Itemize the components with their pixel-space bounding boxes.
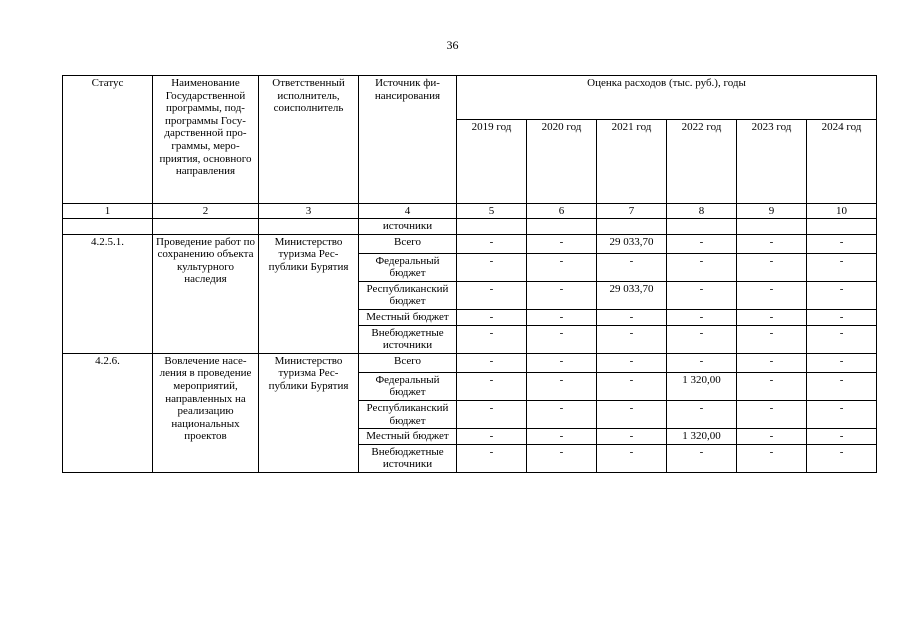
expense-value: 1 320,00 (667, 372, 737, 400)
expense-value: - (597, 372, 667, 400)
header-year: 2024 год (807, 120, 877, 204)
funding-source: Федеральный бюджет (359, 372, 457, 400)
header-program-name: Наименование Государственной программы, подпрограммы Государственной программы, мероприятия, основного направления (153, 76, 259, 204)
expense-value: - (457, 281, 527, 309)
expense-value: - (807, 253, 877, 281)
expense-value: - (807, 372, 877, 400)
expense-value: - (527, 353, 597, 372)
funding-source: Местный бюджет (359, 429, 457, 445)
expense-value: - (527, 234, 597, 253)
measure-name: Вовлечение населения в проведение мероприятий, направленных на реализацию национальных проектов (153, 353, 259, 472)
expense-value: - (457, 234, 527, 253)
expense-value: - (667, 325, 737, 353)
expense-value: - (807, 325, 877, 353)
expense-value: - (667, 253, 737, 281)
expense-value: - (667, 400, 737, 428)
header-year: 2023 год (737, 120, 807, 204)
column-number: 1 (63, 204, 153, 219)
header-expenses: Оценка расходов (тыс. руб.), годы (457, 76, 877, 120)
expense-value: - (527, 372, 597, 400)
expense-value: 1 320,00 (667, 429, 737, 445)
header-status: Статус (63, 76, 153, 204)
expense-value: - (807, 234, 877, 253)
column-number: 4 (359, 204, 457, 219)
funding-source: Внебюджетные источники (359, 325, 457, 353)
expense-value: - (667, 234, 737, 253)
expense-value: - (597, 400, 667, 428)
expense-value: - (457, 372, 527, 400)
funding-source: Всего (359, 234, 457, 253)
expense-value: - (737, 429, 807, 445)
measure-name: Проведение работ по сохранению объекта культурного наследия (153, 234, 259, 353)
expense-value: - (527, 400, 597, 428)
carryover-row (63, 219, 877, 235)
expense-value: - (527, 253, 597, 281)
funding-source: Республиканский бюджет (359, 281, 457, 309)
expense-value: - (457, 444, 527, 472)
header-year: 2021 год (597, 120, 667, 204)
header-funding-source: Источник финансирования (359, 76, 457, 204)
responsible-executor: Министерство туризма Республики Бурятия (259, 353, 359, 472)
expense-value: - (737, 325, 807, 353)
expense-value: - (737, 372, 807, 400)
expense-value: - (807, 309, 877, 325)
expense-value: 29 033,70 (597, 281, 667, 309)
column-number: 10 (807, 204, 877, 219)
expense-value: - (597, 444, 667, 472)
funding-source: Республиканский бюджет (359, 400, 457, 428)
header-year: 2019 год (457, 120, 527, 204)
expense-value: - (807, 353, 877, 372)
expense-value: - (737, 234, 807, 253)
expense-value: - (457, 253, 527, 281)
measure-code: 4.2.5.1. (63, 234, 153, 353)
expense-value: - (807, 429, 877, 445)
expense-value: - (667, 309, 737, 325)
expense-value: - (737, 444, 807, 472)
expense-value: - (457, 309, 527, 325)
expense-value: - (737, 253, 807, 281)
expense-value: - (737, 353, 807, 372)
carryover-source: источники (359, 219, 457, 235)
funding-source: Федеральный бюджет (359, 253, 457, 281)
column-number: 8 (667, 204, 737, 219)
expense-value: - (527, 429, 597, 445)
expense-value: - (807, 281, 877, 309)
expense-value: - (807, 400, 877, 428)
measure-code: 4.2.6. (63, 353, 153, 472)
expense-value: - (597, 253, 667, 281)
header-year: 2022 год (667, 120, 737, 204)
table-row (63, 234, 877, 253)
expense-value: - (597, 309, 667, 325)
column-number: 3 (259, 204, 359, 219)
expense-value: - (527, 325, 597, 353)
expense-value: - (737, 309, 807, 325)
table-row (63, 353, 877, 372)
responsible-executor: Министерство туризма Республики Бурятия (259, 234, 359, 353)
expense-value: - (737, 400, 807, 428)
expense-value: - (597, 353, 667, 372)
column-number: 7 (597, 204, 667, 219)
page-number: 36 (446, 38, 459, 52)
expense-value: - (527, 444, 597, 472)
expense-value: - (457, 429, 527, 445)
header-executor: Ответственный исполнитель, соисполнитель (259, 76, 359, 204)
column-number: 6 (527, 204, 597, 219)
expense-value: - (457, 353, 527, 372)
funding-source: Внебюджетные источники (359, 444, 457, 472)
column-number: 9 (737, 204, 807, 219)
column-number: 5 (457, 204, 527, 219)
funding-source: Всего (359, 353, 457, 372)
expense-value: - (807, 444, 877, 472)
expense-value: - (667, 353, 737, 372)
expense-value: - (457, 400, 527, 428)
expense-value: - (597, 429, 667, 445)
expense-value: 29 033,70 (597, 234, 667, 253)
expense-value: - (527, 281, 597, 309)
expense-value: - (737, 281, 807, 309)
expense-value: - (667, 444, 737, 472)
column-number-row (63, 204, 877, 219)
column-number: 2 (153, 204, 259, 219)
header-year: 2020 год (527, 120, 597, 204)
expenditure-table (62, 75, 877, 473)
funding-source: Местный бюджет (359, 309, 457, 325)
expense-value: - (597, 325, 667, 353)
expense-value: - (667, 281, 737, 309)
expense-value: - (457, 325, 527, 353)
expense-value: - (527, 309, 597, 325)
